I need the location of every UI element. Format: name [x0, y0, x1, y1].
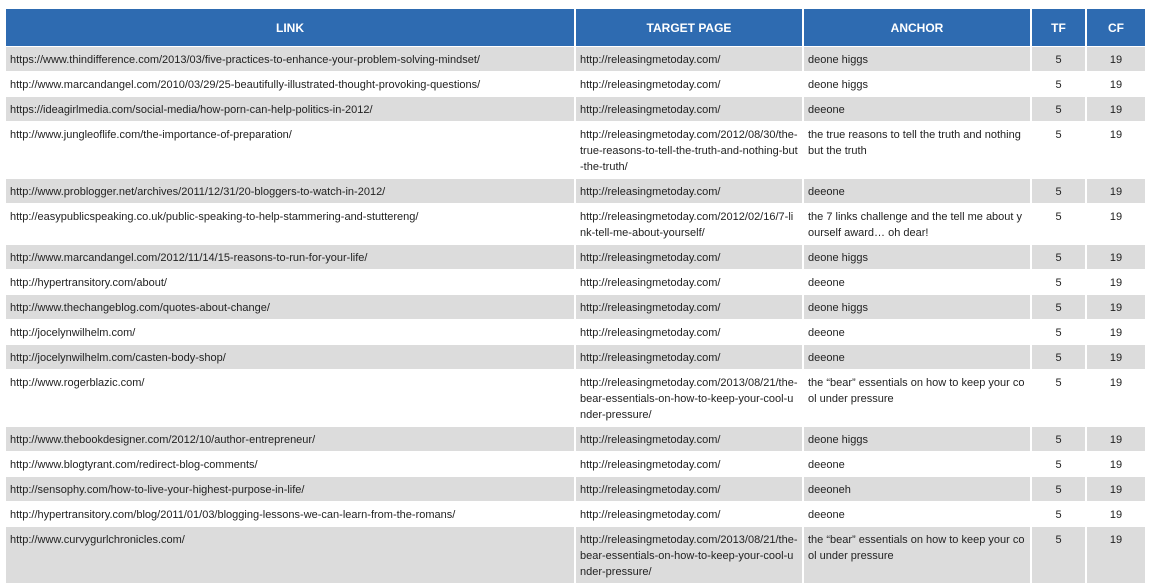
- table-row: [6, 270, 1145, 295]
- table-row: [6, 527, 1145, 583]
- tf-cell: 5: [1031, 345, 1086, 370]
- anchor-cell: deone higgs: [803, 295, 1031, 320]
- anchor-cell: the “bear” essentials on how to keep your cool under pressure: [803, 370, 1031, 427]
- table-row: [6, 295, 1145, 320]
- anchor-cell: deeone: [803, 345, 1031, 370]
- tf-cell: 5: [1031, 477, 1086, 502]
- cf-cell: 19: [1086, 427, 1145, 452]
- tf-cell: 5: [1031, 179, 1086, 204]
- target-page-cell[interactable]: http://releasingmetoday.com/: [575, 477, 803, 502]
- tf-cell: 5: [1031, 245, 1086, 270]
- header-target-page[interactable]: TARGET PAGE: [575, 9, 803, 47]
- link-cell[interactable]: http://jocelynwilhelm.com/: [6, 320, 575, 345]
- tf-cell: 5: [1031, 320, 1086, 345]
- table-row: [6, 320, 1145, 345]
- target-page-cell[interactable]: http://releasingmetoday.com/: [575, 97, 803, 122]
- cf-cell: 19: [1086, 502, 1145, 527]
- cf-cell: 19: [1086, 179, 1145, 204]
- table-row: [6, 245, 1145, 270]
- cf-cell: 19: [1086, 47, 1145, 72]
- link-cell[interactable]: http://www.thebookdesigner.com/2012/10/author-entrepreneur/: [6, 427, 575, 452]
- anchor-cell: the “bear” essentials on how to keep your cool under pressure: [803, 527, 1031, 583]
- table-row: [6, 452, 1145, 477]
- anchor-cell: deeoneh: [803, 477, 1031, 502]
- target-page-cell[interactable]: http://releasingmetoday.com/: [575, 320, 803, 345]
- tf-cell: 5: [1031, 97, 1086, 122]
- table-row: [6, 370, 1145, 427]
- tf-cell: 5: [1031, 527, 1086, 583]
- tf-cell: 5: [1031, 295, 1086, 320]
- tf-cell: 5: [1031, 204, 1086, 245]
- target-page-cell[interactable]: http://releasingmetoday.com/: [575, 295, 803, 320]
- header-link[interactable]: LINK: [6, 9, 575, 47]
- link-cell[interactable]: http://www.marcandangel.com/2010/03/29/25-beautifully-illustrated-thought-provoking-questions/: [6, 72, 575, 97]
- cf-cell: 19: [1086, 452, 1145, 477]
- target-page-cell[interactable]: http://releasingmetoday.com/: [575, 47, 803, 72]
- target-page-cell[interactable]: http://releasingmetoday.com/: [575, 345, 803, 370]
- tf-cell: 5: [1031, 270, 1086, 295]
- cf-cell: 19: [1086, 295, 1145, 320]
- cf-cell: 19: [1086, 477, 1145, 502]
- table-row: [6, 179, 1145, 204]
- target-page-cell[interactable]: http://releasingmetoday.com/: [575, 72, 803, 97]
- cf-cell: 19: [1086, 245, 1145, 270]
- anchor-cell: deeone: [803, 320, 1031, 345]
- table-header-row: [6, 9, 1145, 47]
- header-tf[interactable]: TF: [1031, 9, 1086, 47]
- tf-cell: 5: [1031, 47, 1086, 72]
- table-row: [6, 204, 1145, 245]
- link-cell[interactable]: http://hypertransitory.com/about/: [6, 270, 575, 295]
- link-cell[interactable]: http://www.jungleoflife.com/the-importance-of-preparation/: [6, 122, 575, 179]
- table-row: [6, 502, 1145, 527]
- table-row: [6, 97, 1145, 122]
- link-cell[interactable]: http://www.curvygurlchronicles.com/: [6, 527, 575, 583]
- table-row: [6, 345, 1145, 370]
- tf-cell: 5: [1031, 502, 1086, 527]
- target-page-cell[interactable]: http://releasingmetoday.com/2013/08/21/the-bear-essentials-on-how-to-keep-your-cool-under-pressure/: [575, 527, 803, 583]
- anchor-cell: the true reasons to tell the truth and nothing but the truth: [803, 122, 1031, 179]
- target-page-cell[interactable]: http://releasingmetoday.com/2012/02/16/7-link-tell-me-about-yourself/: [575, 204, 803, 245]
- anchor-cell: deeone: [803, 452, 1031, 477]
- link-cell[interactable]: http://www.thechangeblog.com/quotes-about-change/: [6, 295, 575, 320]
- cf-cell: 19: [1086, 345, 1145, 370]
- anchor-cell: deeone: [803, 179, 1031, 204]
- link-cell[interactable]: http://www.rogerblazic.com/: [6, 370, 575, 427]
- target-page-cell[interactable]: http://releasingmetoday.com/2012/08/30/the-true-reasons-to-tell-the-truth-and-nothing-but-the-truth/: [575, 122, 803, 179]
- table-row: [6, 47, 1145, 72]
- anchor-cell: deeone: [803, 502, 1031, 527]
- table-row: [6, 477, 1145, 502]
- header-cf[interactable]: CF: [1086, 9, 1145, 47]
- cf-cell: 19: [1086, 270, 1145, 295]
- link-cell[interactable]: https://www.thindifference.com/2013/03/five-practices-to-enhance-your-problem-solving-mindset/: [6, 47, 575, 72]
- backlinks-table: [6, 9, 1145, 583]
- tf-cell: 5: [1031, 452, 1086, 477]
- target-page-cell[interactable]: http://releasingmetoday.com/: [575, 452, 803, 477]
- anchor-cell: deone higgs: [803, 427, 1031, 452]
- anchor-cell: deone higgs: [803, 47, 1031, 72]
- tf-cell: 5: [1031, 122, 1086, 179]
- cf-cell: 19: [1086, 370, 1145, 427]
- link-cell[interactable]: http://www.problogger.net/archives/2011/12/31/20-bloggers-to-watch-in-2012/: [6, 179, 575, 204]
- link-cell[interactable]: http://www.marcandangel.com/2012/11/14/15-reasons-to-run-for-your-life/: [6, 245, 575, 270]
- target-page-cell[interactable]: http://releasingmetoday.com/2013/08/21/the-bear-essentials-on-how-to-keep-your-cool-under-pressure/: [575, 370, 803, 427]
- anchor-cell: deeone: [803, 270, 1031, 295]
- target-page-cell[interactable]: http://releasingmetoday.com/: [575, 502, 803, 527]
- cf-cell: 19: [1086, 72, 1145, 97]
- target-page-cell[interactable]: http://releasingmetoday.com/: [575, 427, 803, 452]
- header-anchor[interactable]: ANCHOR: [803, 9, 1031, 47]
- target-page-cell[interactable]: http://releasingmetoday.com/: [575, 245, 803, 270]
- target-page-cell[interactable]: http://releasingmetoday.com/: [575, 270, 803, 295]
- link-cell[interactable]: http://www.blogtyrant.com/redirect-blog-comments/: [6, 452, 575, 477]
- cf-cell: 19: [1086, 527, 1145, 583]
- anchor-cell: deone higgs: [803, 245, 1031, 270]
- link-cell[interactable]: http://jocelynwilhelm.com/casten-body-shop/: [6, 345, 575, 370]
- tf-cell: 5: [1031, 427, 1086, 452]
- table-row: [6, 427, 1145, 452]
- link-cell[interactable]: https://ideagirlmedia.com/social-media/how-porn-can-help-politics-in-2012/: [6, 97, 575, 122]
- cf-cell: 19: [1086, 204, 1145, 245]
- tf-cell: 5: [1031, 72, 1086, 97]
- table-row: [6, 72, 1145, 97]
- cf-cell: 19: [1086, 320, 1145, 345]
- target-page-cell[interactable]: http://releasingmetoday.com/: [575, 179, 803, 204]
- anchor-cell: the 7 links challenge and the tell me about yourself award… oh dear!: [803, 204, 1031, 245]
- link-cell[interactable]: http://hypertransitory.com/blog/2011/01/03/blogging-lessons-we-can-learn-from-the-romans/: [6, 502, 575, 527]
- link-cell[interactable]: http://easypublicspeaking.co.uk/public-speaking-to-help-stammering-and-stuttereng/: [6, 204, 575, 245]
- backlinks-table-container: [6, 9, 1145, 583]
- cf-cell: 19: [1086, 122, 1145, 179]
- tf-cell: 5: [1031, 370, 1086, 427]
- anchor-cell: deeone: [803, 97, 1031, 122]
- table-row: [6, 122, 1145, 179]
- anchor-cell: deone higgs: [803, 72, 1031, 97]
- cf-cell: 19: [1086, 97, 1145, 122]
- link-cell[interactable]: http://sensophy.com/how-to-live-your-highest-purpose-in-life/: [6, 477, 575, 502]
